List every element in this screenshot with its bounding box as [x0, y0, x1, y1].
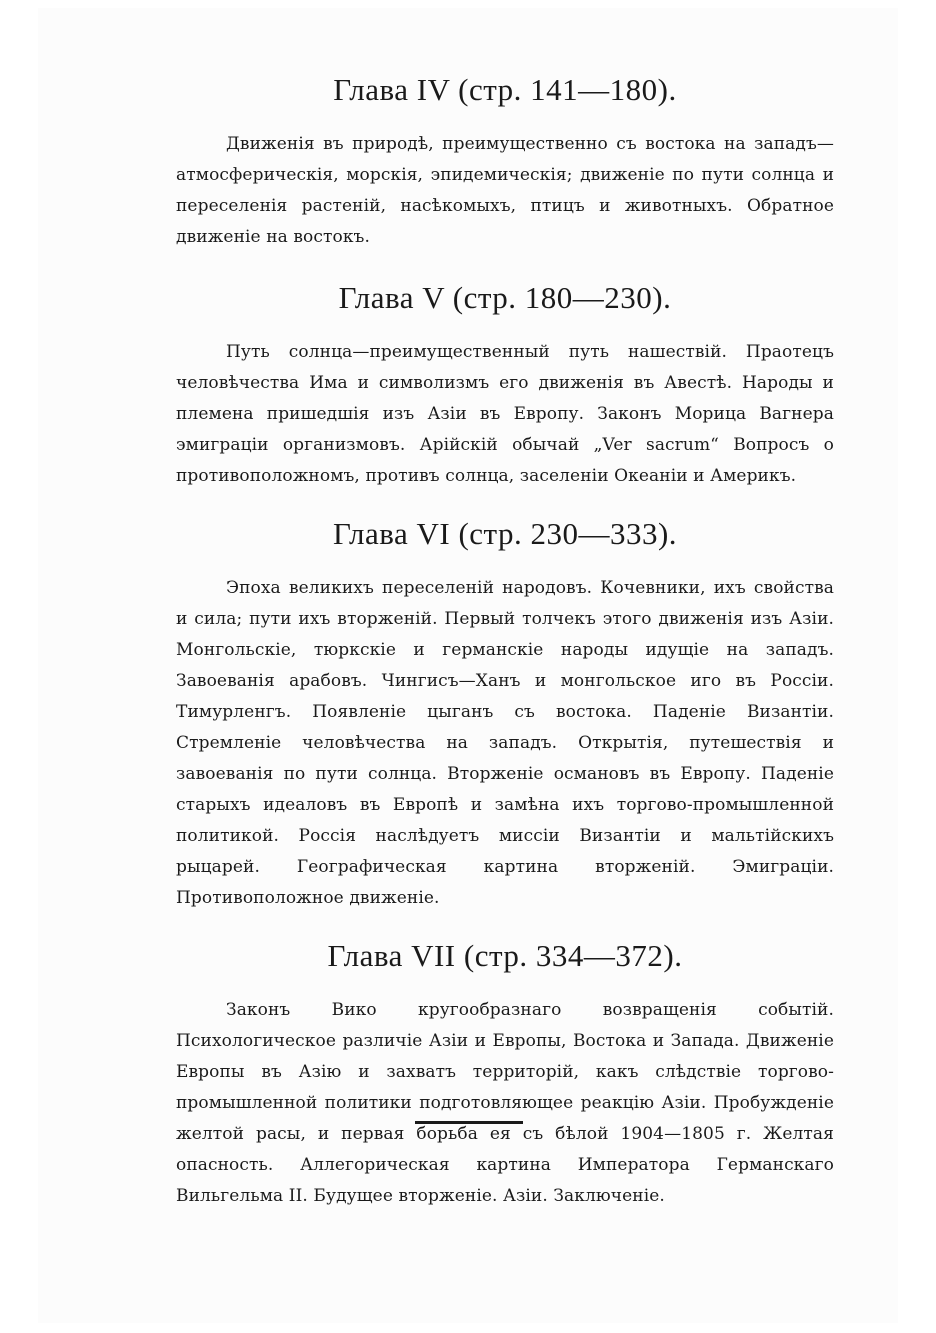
chapter-vii	[176, 936, 834, 1212]
chapter-summary: Законъ Вико кругообразнаго возвращенія событій. Психологическое различіе Азіи и Европы, Востока и Запада. Движеніе Европы въ Азію и захватъ территорій, какъ слѣдствіе торгово-промышленной политики подготовляющее реакцію Азіи. Пробужденіе желтой расы, и первая борьба ея съ бѣлой 1904—1805 г. Желтая опасность. Аллегорическая картина Императора Германскаго Вильгельма II. Будущее вторженіе. Азіи. Заключеніе.	[176, 1000, 834, 1206]
chapter-summary: Эпоха великихъ переселеній народовъ. Кочевники, ихъ свойства и сила; пути ихъ вторженій. Первый толчекъ этого движенія изъ Азіи. Монгольскіе, тюркскіе и германскіе народы идущіе на западъ. Завоеванія арабовъ. Чингисъ—Ханъ и монгольское иго въ Россіи. Тимурленгъ. Появленіе цыганъ съ востока. Паденіе Византіи. Стремленіе человѣчества на западъ. Открытія, путешествія и завоеванія по пути солнца. Вторженіе османовъ въ Европу. Паденіе старыхъ идеаловъ въ Европѣ и замѣна ихъ торгово-промышленной политикой. Россія наслѣдуетъ миссіи Византіи и мальтійскихъ рыцарей. Географическая картина вторженій. Эмиграціи. Противоположное движеніе.	[176, 578, 834, 908]
chapter-iv	[176, 70, 834, 253]
chapter-title: Глава IV (стр. 141—180).	[333, 72, 677, 107]
chapter-title: Глава V (стр. 180—230).	[338, 280, 672, 315]
chapter-vi	[176, 514, 834, 914]
end-rule-divider	[415, 1121, 523, 1124]
page-content	[176, 70, 834, 1212]
book-page	[38, 8, 898, 1323]
chapter-summary: Движенія въ природѣ, преимущественно съ востока на западъ—атмосферическія, морскія, эпидемическія; движеніе по пути солнца и переселенія растеній, насѣкомыхъ, птицъ и животныхъ. Обратное движеніе на востокъ.	[176, 134, 834, 247]
chapter-summary: Путь солнца—преимущественный путь нашествій. Праотецъ человѣчества Има и символизмъ его движенія въ Авестѣ. Народы и племена пришедшія изъ Азіи въ Европу. Законъ Морица Вагнера эмиграціи организмовъ. Арійскій обычай „Ver sacrum“ Вопросъ о противоположномъ, противъ солнца, заселеніи Океаніи и Америкъ.	[176, 342, 834, 486]
chapter-title: Глава VII (стр. 334—372).	[327, 938, 683, 973]
chapter-v	[176, 278, 834, 492]
chapter-title: Глава VI (стр. 230—333).	[332, 516, 678, 551]
